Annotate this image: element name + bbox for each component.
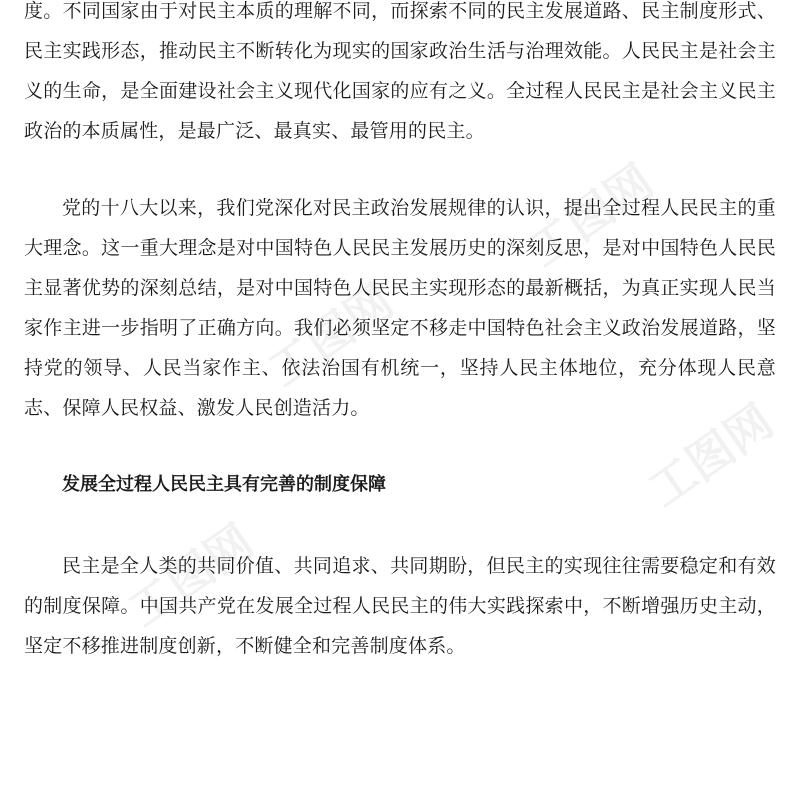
- watermark-logo: 工图网: [638, 393, 783, 518]
- paragraph-3: 民主是全人类的共同价值、共同追求、共同期盼，但民主的实现往往需要稳定和有效的制度保障。中国共产党在发展全过程人民民主的伟大实践探索中，不断增强历史主动，坚定不移推进制度创新，不断健全和完善制度体系。: [24, 555, 776, 657]
- watermark-logo: 工图网: [518, 153, 663, 278]
- watermark-logo: 工图网: [118, 513, 263, 638]
- paragraph-2: 党的十八大以来，我们党深化对民主政治发展规律的认识，提出全过程人民民主的重大理念。这一重大理念是对中国特色人民民主发展历史的深刻反思，是对中国特色人民民主显著优势的深刻总结，是对中国特色人民民主实现形态的最新概括，为真正实现人民当家作主进一步指明了正确方向。我们必须坚定不移走中国特色社会主义政治发展道路，坚持党的领导、人民当家作主、依法治国有机统一，坚持人民主体地位，充分体现人民意志、保障人民权益、激发人民创造活力。: [24, 197, 776, 419]
- article-body: [24, 0, 776, 703]
- section-heading: 发展全过程人民民主具有完善的制度保障: [62, 474, 386, 495]
- paragraph-1: 度。不同国家由于对民主本质的理解不同，而探索不同的民主发展道路、民主制度形式、民主实践形态，推动民主不断转化为现实的国家政治生活与治理效能。人民民主是社会主义的生命，是全面建设社会主义现代化国家的应有之义。全过程人民民主是社会主义民主政治的本质属性，是最广泛、最真实、最管用的民主。: [24, 0, 776, 142]
- watermark-logo: 工图网: [258, 273, 403, 398]
